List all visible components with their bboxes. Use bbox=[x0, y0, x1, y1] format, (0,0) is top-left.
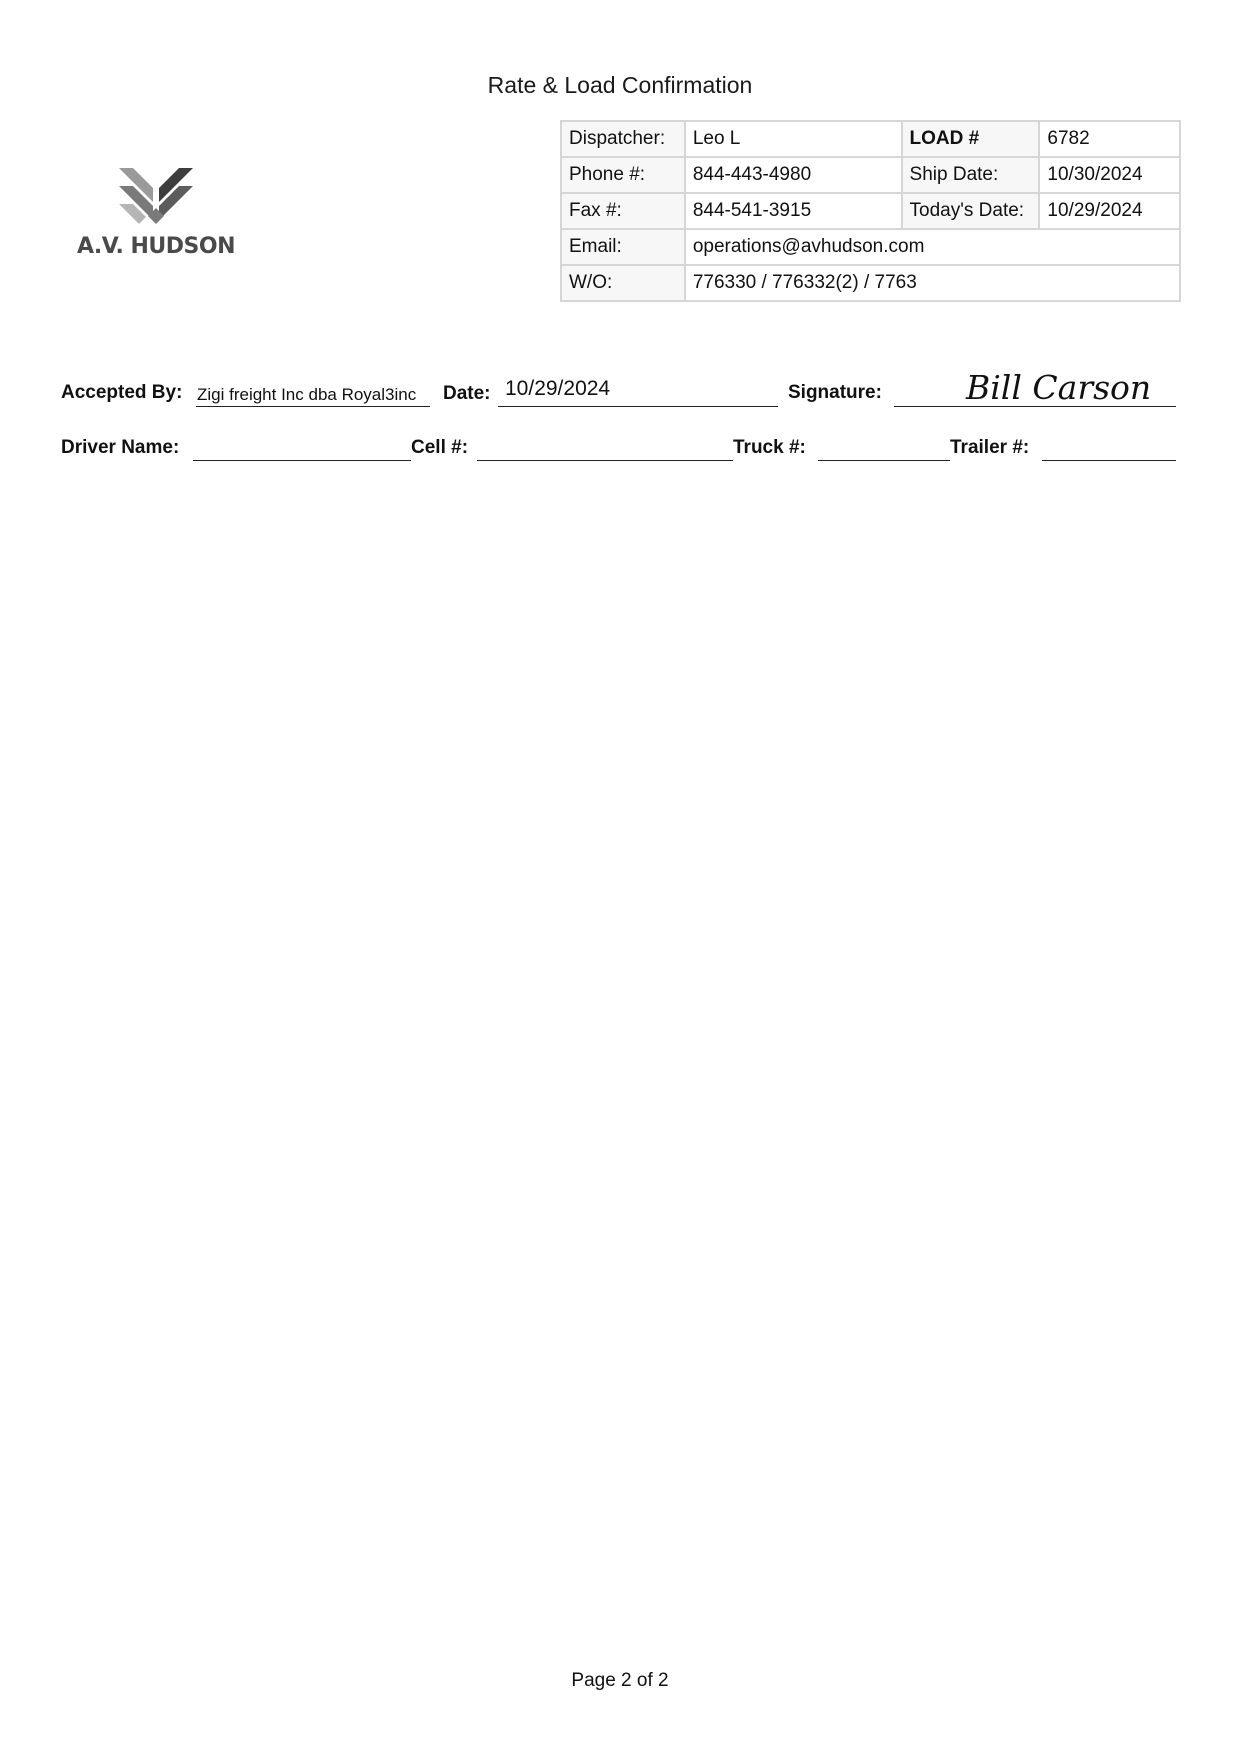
signature-line bbox=[894, 406, 1176, 407]
driver-name-label: Driver Name: bbox=[61, 437, 180, 458]
accepted-by-value[interactable]: Zigi freight Inc dba Royal3inc bbox=[197, 385, 417, 404]
accepted-by-label: Accepted By: bbox=[61, 382, 183, 403]
document-title: Rate & Load Confirmation bbox=[487, 72, 753, 98]
date-line bbox=[498, 406, 778, 407]
table-row bbox=[561, 193, 1180, 229]
table-row bbox=[561, 265, 1180, 301]
phone-value: 844-443-4980 bbox=[685, 157, 902, 193]
trailer-line bbox=[1042, 460, 1176, 461]
signature-label: Signature: bbox=[788, 382, 882, 403]
load-number-value: 6782 bbox=[1039, 121, 1180, 157]
email-label: Email: bbox=[561, 229, 685, 265]
ship-date-label: Ship Date: bbox=[902, 157, 1040, 193]
date-label: Date: bbox=[443, 383, 491, 404]
logo-text: A.V. HUDSON bbox=[77, 234, 235, 259]
fax-value: 844-541-3915 bbox=[685, 193, 902, 229]
cell-label: Cell #: bbox=[411, 437, 469, 458]
table-row bbox=[561, 229, 1180, 265]
table-row bbox=[561, 157, 1180, 193]
fax-label: Fax #: bbox=[561, 193, 685, 229]
email-value: operations@avhudson.com bbox=[685, 229, 1180, 265]
work-order-label: W/O: bbox=[561, 265, 685, 301]
company-logo bbox=[76, 168, 236, 268]
date-value[interactable]: 10/29/2024 bbox=[505, 377, 611, 400]
todays-date-label: Today's Date: bbox=[902, 193, 1040, 229]
driver-name-line bbox=[193, 460, 411, 461]
accepted-by-line bbox=[196, 406, 430, 407]
ship-date-value: 10/30/2024 bbox=[1039, 157, 1180, 193]
truck-line bbox=[818, 460, 950, 461]
load-number-label: LOAD # bbox=[902, 121, 1040, 157]
table-row bbox=[561, 121, 1180, 157]
dispatcher-value: Leo L bbox=[685, 121, 902, 157]
signature-value[interactable]: Bill Carson bbox=[966, 368, 1152, 407]
truck-label: Truck #: bbox=[733, 437, 806, 458]
load-info-table bbox=[560, 120, 1181, 302]
cell-line bbox=[477, 460, 733, 461]
todays-date-value: 10/29/2024 bbox=[1039, 193, 1180, 229]
dispatcher-label: Dispatcher: bbox=[561, 121, 685, 157]
trailer-label: Trailer #: bbox=[950, 437, 1030, 458]
work-order-value: 776330 / 776332(2) / 7763 bbox=[685, 265, 1180, 301]
av-hudson-chevron-icon bbox=[119, 168, 193, 228]
phone-label: Phone #: bbox=[561, 157, 685, 193]
page-number: Page 2 of 2 bbox=[571, 1670, 669, 1691]
